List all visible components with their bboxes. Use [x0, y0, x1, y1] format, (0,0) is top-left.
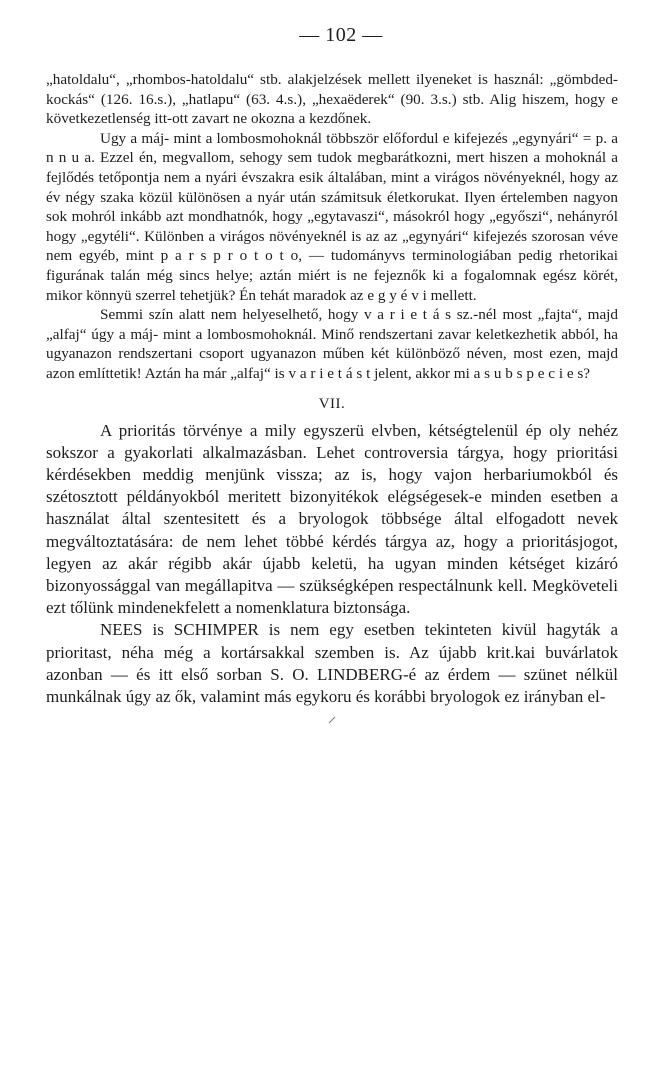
book-page: [46, 22, 618, 724]
page-number: — 102 —: [299, 24, 383, 46]
section-vii: [46, 394, 618, 709]
paragraph: „hatoldalu“, „rhombos-hatoldalu“ stb. alakjelzések mellett ilyeneket is használ: „gömbded-kockás“ (126. 16.s.), „hatlapu“ (63. 4.s.), „hexaëderek“ (90. 3.s.) stb. Alig hiszem, hogy e következetlenség itt-ott zavart ne okozna a kezdőnek.: [46, 71, 618, 128]
paragraph: NEES is SCHIMPER is nem egy esetben tekinteten kivül hagyták a prioritast, néha még a kortársakkal szemben is. Az újabb krit.kai buvárlatok azonban — és itt első sorban S. O. LINDBERG-é az érdem — szünet nélkül munkálnak úgy az ők, valamint más egykoru és korábbi bryologok ez irányban el-: [46, 620, 618, 706]
stray-mark-icon: [327, 716, 337, 724]
paragraph: Ugy a máj- mint a lombosmohoknál többször előfordul e kifejezés „egynyári“ = p. a n n u a. Ezzel én, megvallom, sehogy sem tudok megbarátkozni, mert hiszen a mohoknál a fejlődés tetőpontja nem a nyári évszakra esik általában, mint a virágos növényeknél, hogy az év négy szaka közül különösen a nyár után számitsuk életkorukat. Ilyen értelemben nagyon sok mohról inkább azt mondhatnók, hogy „egytavaszi“, másokról hogy „egyőszi“, nehányról hogy „egytéli“. Különben a virágos növényeknél is az az „egynyári“ kifejezés szorosan véve nem egyéb, mint p a r s p r o t o t o, — tudományvs terminologiában pedig rhetorikai figurának talán még sincs helye; aztán miért is ne fejeznők ki a fogalomnak egész körét, mikor könnyü szerrel tehetjük? Én tehát maradok az e g y é v i mellett.: [46, 129, 618, 304]
paragraph: Semmi szín alatt nem helyeselhető, hogy v a r i e t á s sz.-nél most „fajta“, majd „alfaj“ úgy a máj- mint a lombosmohoknál. Minő rendszertani zavar keletkezhetik abból, ha ugyanazon rendszertani csoport ugyanazon műben két különböző néven, most ezen, majd azon említtetik! Aztán ha már „alfaj“ is v a r i e t á s t jelent, akkor mi a s u b s p e c i e s?: [46, 306, 618, 382]
section-heading: VII.: [318, 395, 346, 412]
section-body-top: [46, 70, 618, 384]
paragraph: A prioritás törvénye a mily egyszerü elvben, kétségtelenül ép oly nehéz sokszor a gyakorlati alkalmazásban. Lehet controversia tárgya, hogy prioritási kérdésekben meddig menjünk vissza; az is, hogy vajon herbariumokból és szétosztott példányokból meritett bizonyitékok elégségesek-e minden esetben a használat által szentesitett és a bryologok többsége által elfogadott nevek megváltoztatására: de nem lehet többé kérdés tárgya az, hogy a prioritásjogot, legyen az akár régibb akár újabb keletü, ha ugyan minden kétséget kizáró bizonyossággal van megállapitva — szükségképen respectálnunk kell. Megköveteli ezt tőlünk mindenekfelett a nomenklatura biztonsága.: [46, 420, 618, 618]
